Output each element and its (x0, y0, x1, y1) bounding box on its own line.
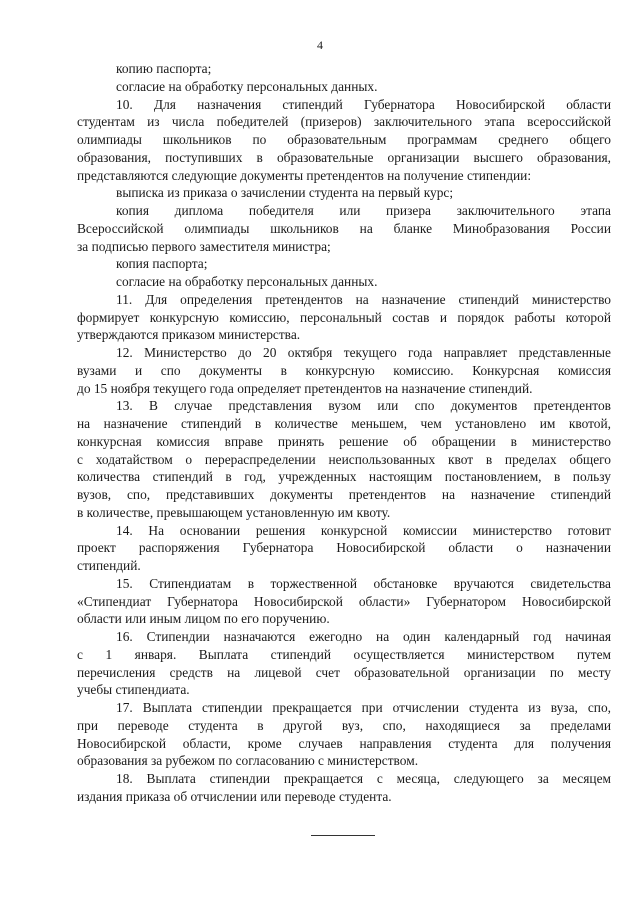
text-line: 15. Стипендиатам в торжественной обстановке вручаются свидетельства (116, 575, 611, 591)
text-line: 17. Выплата стипендии прекращается при отчислении студента из вуза, спо, (116, 700, 611, 715)
text-line: «Стипендиат Губернатора Новосибирской области» Губернатором Новосибирской (77, 593, 611, 609)
text-line: до 15 ноября текущего года определяет претендентов на назначение стипендий. (77, 380, 533, 396)
end-separator-line (311, 835, 375, 836)
text-line: стипендий. (77, 558, 141, 573)
text-line: копия диплома победителя или призера заключительного этапа (116, 203, 611, 218)
text-line: согласие на обработку персональных данных. (116, 274, 378, 289)
text-line: на назначение стипендий в количестве меньшем, чем установлено им квотой, (77, 416, 611, 431)
text-line: области или иным лицом по его поручению. (77, 611, 330, 627)
text-line: Всероссийской олимпиады школьников на бланке Минобразования России (77, 220, 611, 236)
text-line: проект распоряжения Губернатора Новосибирской области о назначении (77, 540, 611, 556)
text-line: согласие на обработку персональных данных. (116, 78, 378, 94)
text-line: 14. На основании решения конкурсной комиссии министерство готовит (116, 522, 611, 538)
text-line: за подписью первого заместителя министра; (77, 238, 331, 254)
text-line: формирует конкурсную комиссию, персональный состав и порядок работы которой (77, 309, 611, 325)
text-line: 11. Для определения претендентов на назначение стипендий министерство (116, 291, 611, 307)
text-line: копия паспорта; (116, 256, 208, 272)
text-line: олимпиады школьников по образовательным программам среднего общего (77, 132, 611, 147)
page-number: 4 (317, 38, 323, 52)
text-line: в количестве, превышающем установленную им квоту. (77, 504, 391, 520)
text-line: утверждаются приказом министерства. (77, 327, 301, 343)
text-line: издания приказа об отчислении или переводе студента. (77, 788, 392, 804)
text-line: 10. Для назначения стипендий Губернатора Новосибирской области (116, 96, 611, 112)
text-line: копию паспорта; (116, 61, 212, 76)
text-line: 18. Выплата стипендии прекращается с месяца, следующего за месяцем (116, 771, 611, 786)
text-line: 16. Стипендии назначаются ежегодно на один календарный год начиная (116, 629, 611, 644)
text-line: вузов, спо, представивших документы претендентов на назначение стипендий (77, 487, 611, 502)
document-body (77, 60, 611, 806)
text-line: Новосибирской области, кроме случаев направления студента для получения (77, 735, 611, 751)
text-line: образования за рубежом по согласованию с министерством. (77, 753, 419, 769)
text-line: вузами и спо документы в конкурсную комиссию. Конкурсная комиссия (77, 362, 611, 378)
text-line: образования, поступивших в образовательные организации высшего образования, (77, 149, 611, 165)
text-line: 13. В случае представления вузом или спо документов претендентов (116, 398, 611, 414)
text-line: количества стипендий в год, учрежденных настоящим постановлением, в пользу (77, 469, 611, 485)
text-line: с ходатайством о перераспределении неиспользованных квот в пределах общего (77, 451, 611, 467)
text-line: с 1 января. Выплата стипендий осуществляется министерством путем (77, 646, 611, 662)
text-line: конкурсная комиссия вправе принять решение об обращении в министерство (77, 433, 611, 449)
text-line: при переводе студента в другой вуз, спо, находящиеся за пределами (77, 717, 611, 733)
text-line: перечисления средств на лицевой счет образовательной организации по месту (77, 664, 611, 680)
text-line: выписка из приказа о зачислении студента на первый курс; (116, 185, 454, 201)
text-line: учебы стипендиата. (77, 682, 190, 698)
text-line: представляются следующие документы претендентов на получение стипендии: (77, 167, 532, 183)
text-line: студентам из числа победителей (призеров) заключительного этапа всероссийской (77, 114, 611, 130)
text-line: 12. Министерство до 20 октября текущего года направляет представленные (116, 345, 611, 360)
